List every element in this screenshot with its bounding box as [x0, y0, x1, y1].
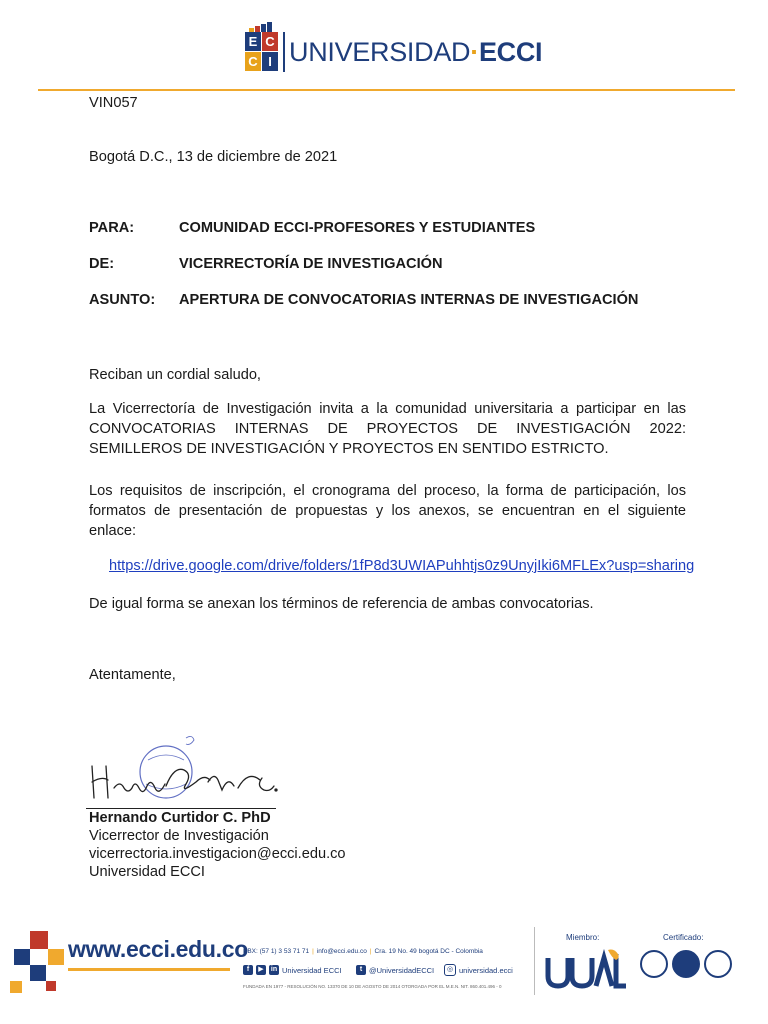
handwritten-signature	[86, 730, 286, 810]
signer-email: vicerrectoria.investigacion@ecci.edu.co	[89, 846, 346, 862]
logo-brand: ECCI	[478, 37, 543, 67]
logo-cell: I	[262, 52, 278, 71]
header-divider	[38, 89, 735, 91]
footer-facebook[interactable]	[243, 964, 342, 976]
logo-grid	[245, 32, 279, 72]
instagram-icon: ◎	[444, 964, 456, 976]
footer-vertical-divider	[534, 927, 535, 995]
signer-name: Hernando Curtidor C. PhD	[89, 810, 271, 826]
footer-certified-label: Certificado:	[663, 933, 704, 942]
asunto-label: ASUNTO:	[89, 292, 156, 308]
greeting: Reciban un cordial saludo,	[89, 367, 261, 383]
letter-date: Bogotá D.C., 13 de diciembre de 2021	[89, 149, 338, 165]
footer-accent-line	[68, 968, 230, 971]
footer-twitter-label: @UniversidadECCI	[369, 965, 435, 975]
invitation-paragraph	[89, 399, 686, 459]
para-value: COMUNIDAD ECCI-PROFESORES Y ESTUDIANTES	[179, 220, 536, 236]
youtube-icon: ▶	[256, 965, 266, 975]
de-value: VICERRECTORÍA DE INVESTIGACIÓN	[179, 256, 443, 272]
footer-member-label: Miembro:	[566, 933, 600, 942]
logo-cell: C	[245, 52, 261, 71]
logo-cell: E	[245, 32, 261, 51]
linkedin-icon: in	[270, 966, 278, 973]
logo-divider	[283, 32, 285, 72]
footer-instagram-label: universidad.ecci	[459, 965, 513, 975]
logo-dot: ·	[470, 37, 479, 67]
footer-pbx: PBX: (57 1) 3 53 71 71	[243, 948, 310, 955]
letter-code: VIN057	[89, 95, 138, 111]
footer-email[interactable]: info@ecci.edu.co	[316, 948, 367, 955]
footer-address: Cra. 19 No. 49 bogotá DC - Colombia	[374, 948, 483, 955]
certification-badge-icon	[704, 950, 732, 978]
footer-legal: FUNDADA EN 1977 - RESOLUCIÓN NO. 13370 DE 10 DE AGOSTO DE 2014 OTORGADA POR EL M.E.N. NIT. 860.401.496 - 0	[243, 984, 502, 989]
logo-cell: C	[262, 32, 278, 51]
signer-role: Vicerrector de Investigación	[89, 828, 269, 844]
de-label: DE:	[89, 256, 115, 272]
facebook-icon: f	[243, 965, 253, 975]
twitter-icon: t	[356, 965, 366, 975]
paragraph-line: La Vicerrectoría de Investigación invita a la comunidad universitaria a participar en las	[89, 401, 686, 417]
logo-word: UNIVERSIDAD	[289, 37, 471, 67]
udual-logo	[544, 946, 628, 994]
closing: Atentamente,	[89, 667, 176, 683]
footer-website[interactable]: www.ecci.edu.co	[68, 936, 248, 962]
para-label: PARA:	[89, 220, 135, 236]
footer-facebook-label: Universidad ECCI	[282, 965, 342, 975]
paragraph-line: Los requisitos de inscripción, el cronograma del proceso, la forma de participación, los	[89, 483, 686, 499]
paragraph-line: SEMILLEROS DE INVESTIGACIÓN Y PROYECTOS EN SENTIDO ESTRICTO.	[89, 441, 609, 457]
logo-wordmark	[289, 36, 542, 68]
requirements-paragraph	[89, 481, 686, 541]
annex-paragraph: De igual forma se anexan los términos de referencia de ambas convocatorias.	[89, 596, 594, 612]
asunto-value: APERTURA DE CONVOCATORIAS INTERNAS DE INVESTIGACIÓN	[179, 292, 639, 308]
drive-link[interactable]: https://drive.google.com/drive/folders/1fP8d3UWIAPuhhtjs0z9UnyjIki6MFLEx?usp=sharing	[109, 558, 695, 574]
paragraph-line: enlace:	[89, 523, 137, 539]
paragraph-line: CONVOCATORIAS INTERNAS DE PROYECTOS DE INVESTIGACIÓN 2022:	[89, 421, 686, 437]
footer-twitter[interactable]	[356, 964, 434, 976]
paragraph-line: formatos de presentación de propuestas y los anexos, se encuentran en el siguiente	[89, 503, 686, 519]
footer-instagram[interactable]	[444, 964, 513, 976]
footer-contact-line: PBX: (57 1) 3 53 71 71 | info@ecci.edu.co | Cra. 19 No. 49 bogotá DC - Colombia	[243, 948, 483, 955]
certification-badge-icon	[640, 950, 668, 978]
signer-org: Universidad ECCI	[89, 864, 205, 880]
certification-badge-icon	[672, 950, 700, 978]
logo-stripes	[249, 22, 277, 32]
